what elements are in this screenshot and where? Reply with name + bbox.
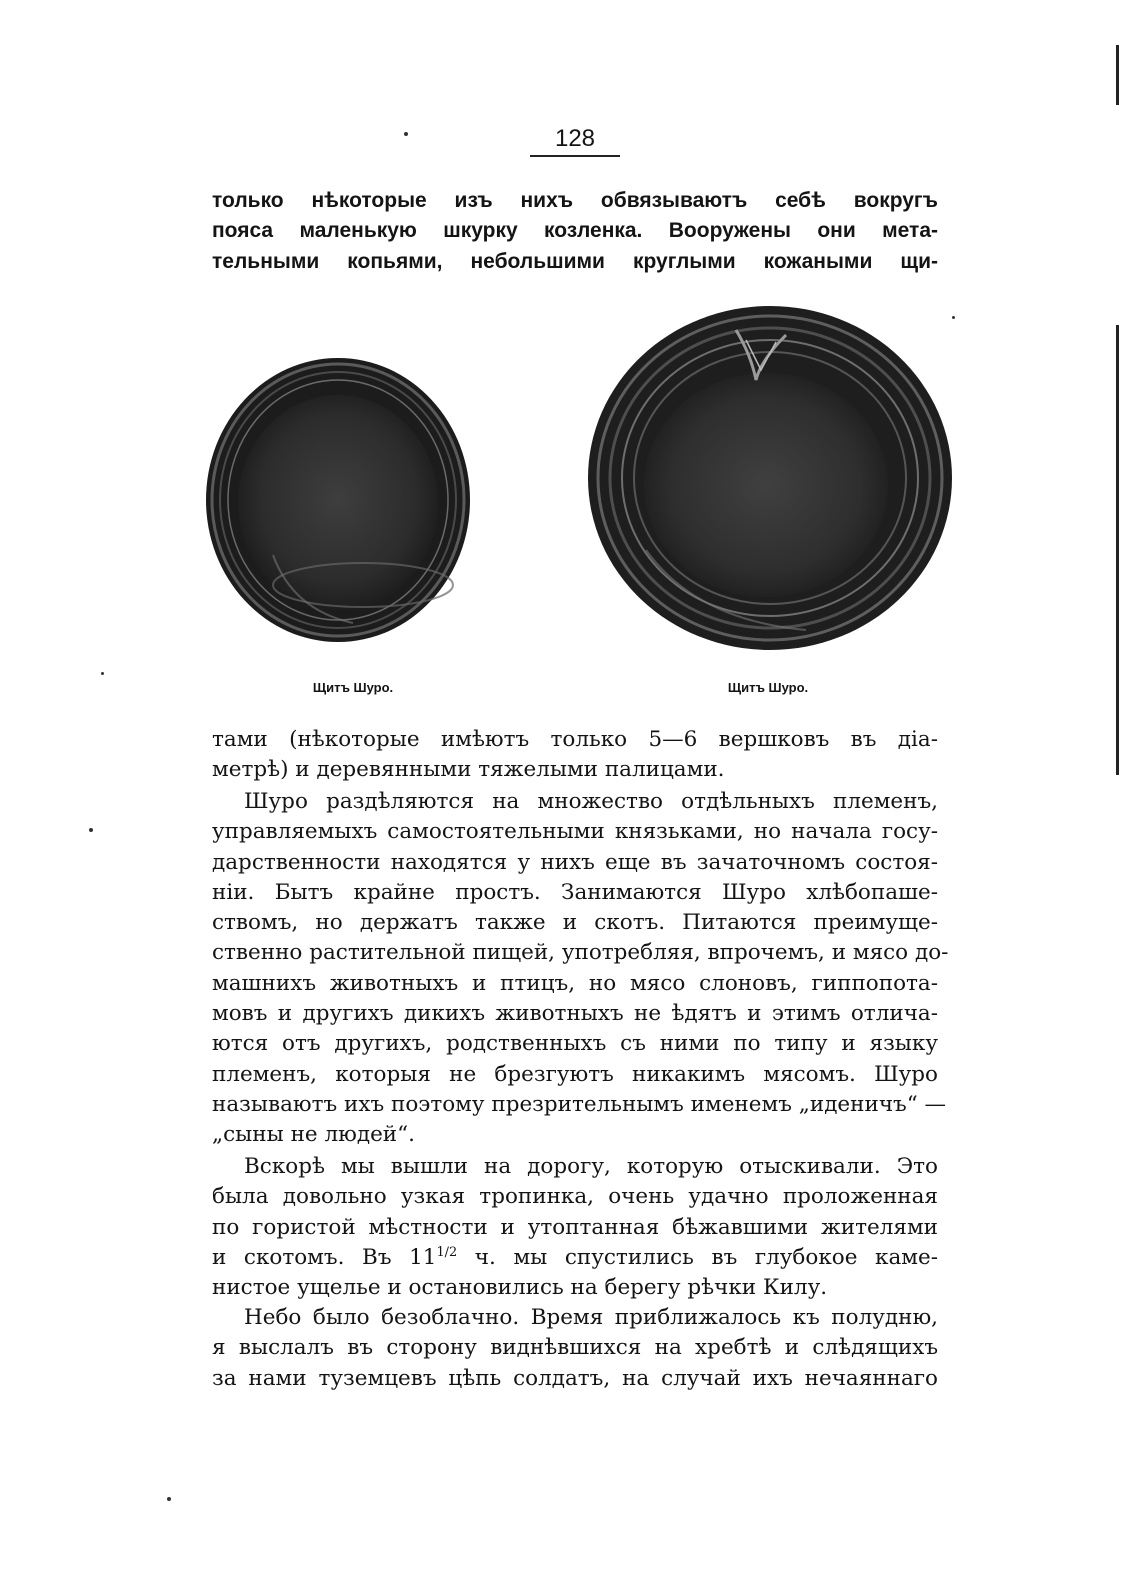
text-line: мовъ и другихъ дикихъ животныхъ не ѣдятъ и этимъ отлича- bbox=[212, 1001, 938, 1027]
scan-speck bbox=[952, 316, 955, 319]
scan-speck bbox=[101, 672, 104, 675]
shield-face bbox=[238, 395, 438, 611]
text-line: Шуро раздѣляются на множество отдѣльныхъ племенъ, bbox=[244, 789, 938, 814]
scan-speck bbox=[167, 1497, 171, 1501]
text-line: за нами туземцевъ цѣпь солдатъ, на случай ихъ нечаяннаго bbox=[212, 1365, 938, 1391]
page-number: 128 bbox=[554, 125, 596, 152]
text-line: „сыны не людей“. bbox=[212, 1122, 415, 1148]
text-line: по гористой мѣстности и утоптанная бѣжавшими жителями bbox=[212, 1214, 938, 1240]
text-line: я выслалъ въ сторону виднѣвшихся на хребтѣ и слѣдящихъ bbox=[212, 1335, 938, 1361]
continuation-paragraph bbox=[212, 725, 938, 786]
text-line: Небо было безоблачно. Время приближалось къ полудню, bbox=[244, 1305, 938, 1330]
text-fragment: ч. мы спустились въ глубокое каме- bbox=[457, 1244, 938, 1270]
text-line: ніи. Бытъ крайне простъ. Занимаются Шуро хлѣбопаше- bbox=[212, 879, 938, 905]
text-line: управляемыхъ самостоятельными князьками, но начала госу- bbox=[212, 819, 938, 845]
text-line: нистое ущелье и остановились на берегу рѣчки Килу. bbox=[212, 1275, 828, 1301]
scan-margin-line bbox=[1116, 325, 1119, 775]
text-line: пояса маленькую шкурку козленка. Вооружены они мета- bbox=[212, 219, 938, 243]
scan-speck bbox=[89, 828, 93, 832]
intro-paragraph bbox=[212, 186, 938, 277]
text-line: только нѣкоторые изъ нихъ обвязываютъ себѣ вокругъ bbox=[212, 189, 938, 212]
text-line: метрѣ) и деревянными тяжелыми палицами. bbox=[212, 757, 725, 783]
scan-speck bbox=[404, 132, 408, 136]
text-line: называютъ ихъ поэтому презрительнымъ именемъ „иденичъ“ — bbox=[212, 1091, 947, 1117]
figure-caption-left: Щитъ Шуро. bbox=[312, 680, 394, 695]
text-line bbox=[212, 1243, 938, 1273]
text-line: ственно растительной пищей, употребляя, впрочемъ, и мясо до- bbox=[212, 940, 949, 966]
text-fragment: и скотомъ. Въ 11 bbox=[212, 1244, 437, 1270]
shield-figure-right bbox=[586, 300, 956, 652]
text-line: тами (нѣкоторые имѣютъ только 5—6 вершковъ въ діа- bbox=[212, 727, 938, 752]
text-line: была довольно узкая тропинка, очень удачно проложенная bbox=[212, 1184, 938, 1210]
paragraph-shuro bbox=[212, 787, 949, 1151]
paragraph-road bbox=[212, 1152, 938, 1303]
text-line: тельными копьями, небольшими круглыми кожаными щи- bbox=[212, 249, 938, 273]
text-line: Вскорѣ мы вышли на дорогу, которую отыскивали. Это bbox=[244, 1154, 938, 1179]
shield-figure-left bbox=[203, 355, 473, 645]
paragraph-sky bbox=[212, 1303, 938, 1394]
scan-margin-line bbox=[1116, 45, 1119, 105]
shield-face bbox=[644, 373, 888, 597]
text-line: машнихъ животныхъ и птицъ, но мясо слоновъ, гиппопота- bbox=[212, 970, 938, 996]
fraction: 1/2 bbox=[436, 1244, 458, 1260]
text-line: племенъ, которыя не брезгуютъ никакимъ мясомъ. Шуро bbox=[212, 1061, 938, 1087]
text-line: ются отъ другихъ, родственныхъ съ ними по типу и языку bbox=[212, 1031, 938, 1057]
text-line: дарственности находятся у нихъ еще въ зачаточномъ состоя- bbox=[212, 849, 938, 875]
text-line: ствомъ, но держатъ также и скотъ. Питаются преимуще- bbox=[212, 910, 938, 936]
page-number-rule bbox=[530, 155, 620, 157]
figure-caption-right: Щитъ Шуро. bbox=[727, 680, 809, 695]
